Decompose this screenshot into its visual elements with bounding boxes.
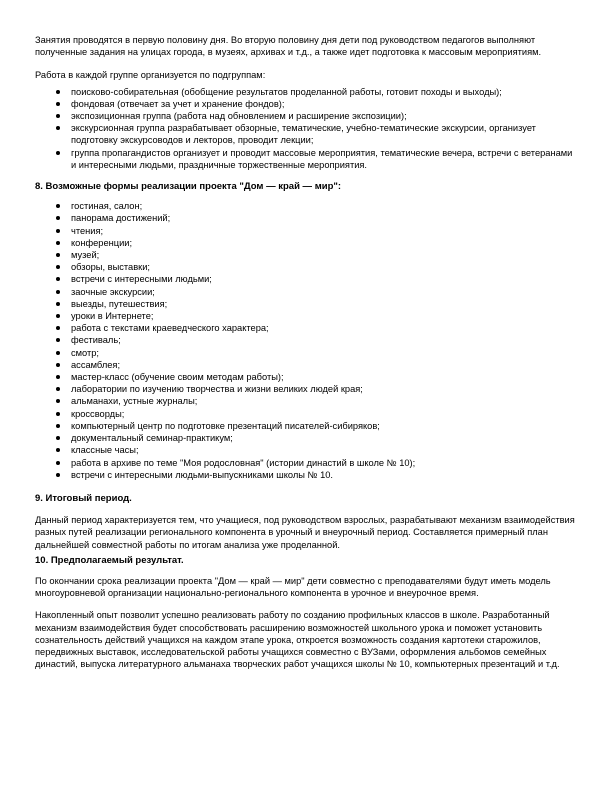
list-item-text: классные часы; (71, 445, 139, 456)
list-item-text: гостиная, салон; (71, 201, 143, 212)
section-10-paragraph-2: Накопленный опыт позволит успешно реализовать работу по созданию профильных классов в школе. Разработанный механизм взаимодействия будет способствовать расширению возможностей школьного урока и поможет установить сознательность действий учащихся на каждом этапе урока, откроется возможность создания картотеки старожилов, передвижных выставок, исследовательской работы учащихся совместно с ВУЗами, оформления альбомов семейных династий, выпуска литературного альманаха творческих работ учащихся школы № 10, компьютерных презентаций и т.д. (35, 610, 560, 670)
list-item-text: фестиваль; (71, 335, 121, 346)
list-item-text: документальный семинар-практикум; (71, 433, 233, 444)
list-item (35, 322, 580, 334)
list-item-text: выезды, путешествия; (71, 298, 168, 309)
subgroups-list (35, 86, 580, 171)
list-item-text: заочные экскурсии; (71, 286, 155, 297)
list-item-text: экспозиционная группа (работа над обновлением и расширение экспозиции); (71, 111, 407, 122)
bullet-icon (56, 375, 60, 379)
bullet-icon (56, 461, 60, 465)
bullet-icon (56, 424, 60, 428)
bullet-icon (56, 241, 60, 245)
bullet-icon (56, 302, 60, 306)
list-item-text: лаборатории по изучению творчества и жизни великих людей края; (71, 384, 363, 395)
list-item (35, 200, 580, 212)
list-item (35, 457, 580, 469)
list-item (35, 86, 580, 98)
list-item-text: конференции; (71, 237, 133, 248)
list-item-text: кроссворды; (71, 408, 125, 419)
bullet-icon (56, 90, 60, 94)
list-item-text: встречи с интересными людьми; (71, 274, 212, 285)
bullet-icon (56, 338, 60, 342)
list-item-text: панорама достижений; (71, 213, 171, 224)
list-item (35, 395, 580, 407)
forms-list (35, 200, 580, 481)
bullet-icon (56, 126, 60, 130)
section-10-paragraph-1: По окончании срока реализации проекта "Дом — край — мир" дети совместно с преподавателями будут иметь модель многоуровневой организации национально-регионального компонента в урочное и внеурочное время. (35, 575, 551, 599)
list-item (35, 408, 580, 420)
list-item-text: уроки в Интернете; (71, 311, 154, 322)
bullet-icon (56, 399, 60, 403)
list-item-text: ассамблея; (71, 359, 121, 370)
document-page (35, 34, 580, 670)
list-item (35, 298, 580, 310)
list-item-text: работа в архиве по теме "Моя родословная" (истории династий в школе № 10); (71, 457, 416, 468)
bullet-icon (56, 314, 60, 318)
bullet-icon (56, 151, 60, 155)
list-item-text: альманахи, устные журналы; (71, 396, 198, 407)
bullet-icon (56, 204, 60, 208)
bullet-icon (56, 265, 60, 269)
list-item-text: обзоры, выставки; (71, 262, 151, 273)
list-item (35, 122, 580, 146)
section-8-heading: 8. Возможные формы реализации проекта "Дом — край — мир": (35, 181, 342, 193)
list-item-text: экскурсионная группа разрабатывает обзорные, тематические, учебно-тематические экскурсии, организует подготовку экскурсоводов и лекторов, проводит лекции; (71, 123, 536, 146)
list-item (35, 420, 580, 432)
bullet-icon (56, 102, 60, 106)
subgroups-intro: Работа в каждой группе организуется по подгруппам: (35, 70, 266, 81)
section-10-heading: 10. Предполагаемый результат. (35, 554, 184, 566)
list-item (35, 225, 580, 237)
bullet-icon (56, 387, 60, 391)
list-item (35, 310, 580, 322)
intro-paragraph: Занятия проводятся в первую половину дня. Во вторую половину дня дети под руководством педагогов выполняют полученные задания на улицах города, в музеях, архивах и т.д., а также идет подготовка к массовым мероприятиям. (35, 35, 542, 58)
bullet-icon (56, 216, 60, 220)
list-item-text: фондовая (отвечает за учет и хранение фондов); (71, 98, 285, 109)
list-item-text: музей; (71, 250, 100, 261)
bullet-icon (56, 412, 60, 416)
bullet-icon (56, 229, 60, 233)
list-item (35, 432, 580, 444)
list-item-text: работа с текстами краеведческого характера; (71, 323, 269, 334)
list-item-text: мастер-класс (обучение своим методам работы); (71, 372, 284, 383)
list-item (35, 261, 580, 273)
list-item-text: встречи с интересными людьми-выпускниками школы № 10. (71, 469, 334, 480)
list-item (35, 334, 580, 346)
bullet-icon (56, 290, 60, 294)
bullet-icon (56, 363, 60, 367)
list-item (35, 147, 580, 171)
list-item (35, 359, 580, 371)
list-item (35, 273, 580, 285)
bullet-icon (56, 473, 60, 477)
list-item (35, 286, 580, 298)
list-item (35, 383, 580, 395)
list-item (35, 110, 580, 122)
section-9-heading: 9. Итоговый период. (35, 492, 132, 504)
bullet-icon (56, 436, 60, 440)
list-item (35, 371, 580, 383)
list-item-text: смотр; (71, 347, 100, 358)
bullet-icon (56, 277, 60, 281)
bullet-icon (56, 114, 60, 118)
bullet-icon (56, 448, 60, 452)
list-item-text: компьютерный центр по подготовке презентаций писателей-сибиряков; (71, 420, 380, 431)
list-item-text: поисково-собирательная (обобщение результатов проделанной работы, готовит походы и выходы); (71, 86, 502, 97)
bullet-icon (56, 253, 60, 257)
list-item (35, 347, 580, 359)
list-item-text: группа пропагандистов организует и проводит массовые мероприятия, тематические вечера, встречи с ветеранами и интересными людьми, праздничные торжественные мероприятия. (71, 147, 573, 170)
list-item (35, 469, 580, 481)
bullet-icon (56, 326, 60, 330)
section-9-text: Данный период характеризуется тем, что учащиеся, под руководством взрослых, разрабатывают механизм взаимодействия разных путей реализации регионального компонента в урочный и внеурочный период. Составляется примерный план дальнейшей совместной работы по итогам анализа уже проделанной. (35, 515, 575, 550)
list-item (35, 249, 580, 261)
list-item (35, 444, 580, 456)
bullet-icon (56, 351, 60, 355)
list-item-text: чтения; (71, 225, 104, 236)
list-item (35, 237, 580, 249)
list-item (35, 212, 580, 224)
list-item (35, 98, 580, 110)
